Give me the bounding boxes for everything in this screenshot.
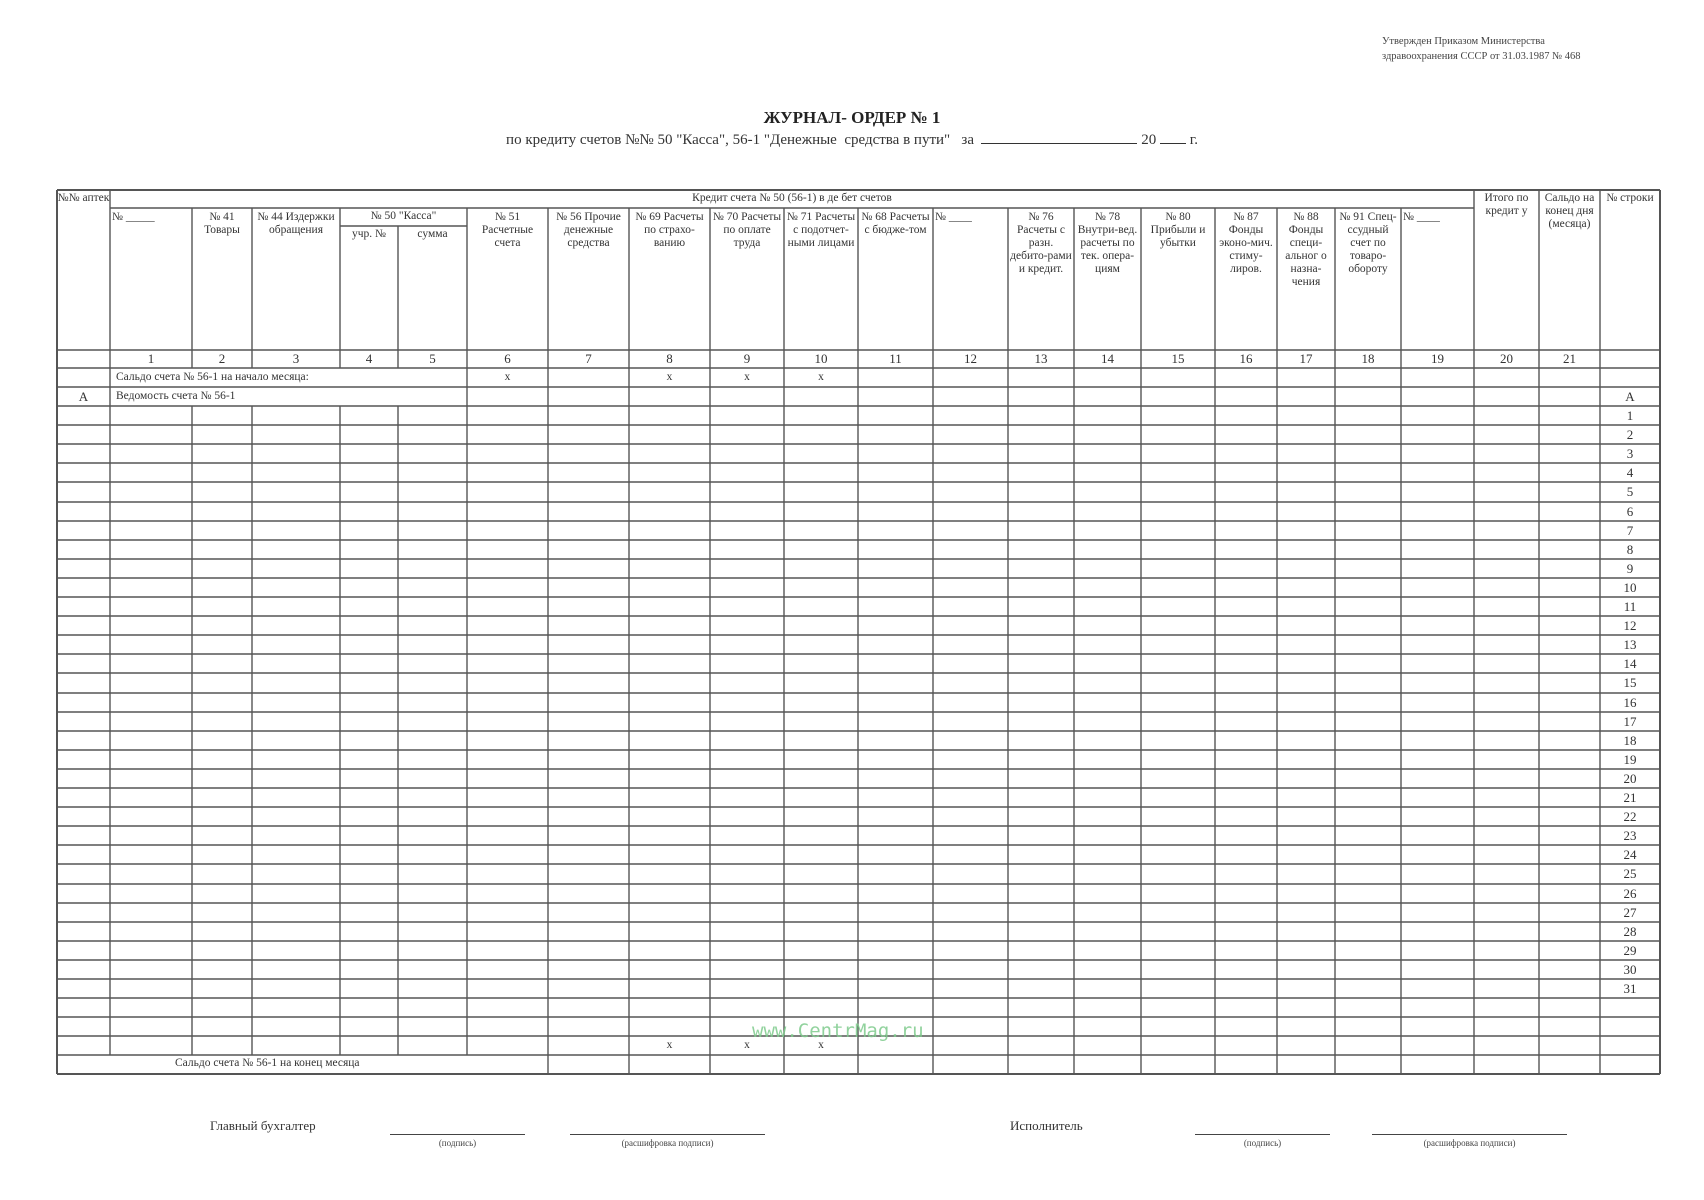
column-header: № 78 Внутри-вед. расчеты по тек. опера-циям — [1077, 211, 1138, 275]
column-number: 1 — [147, 352, 155, 366]
row-number: 10 — [1623, 581, 1637, 595]
column-number: 16 — [1239, 352, 1253, 366]
column-number: 2 — [218, 352, 226, 366]
header-credit-group: Кредит счета № 50 (56-1) в де бет счетов — [692, 192, 892, 204]
column-number: 19 — [1431, 352, 1444, 366]
column-number: 8 — [666, 352, 673, 366]
row-number: 7 — [1626, 524, 1634, 538]
x-mark: x — [666, 371, 673, 383]
row-number: 2 — [1626, 428, 1634, 442]
statement-label: Ведомость счета № 56-1 — [116, 390, 236, 402]
column-header: № 76 Расчеты с разн. дебито-рами и кредит. — [1010, 211, 1072, 275]
column-header: № 87 Фонды эконо-мич. стиму-лиров. — [1219, 211, 1273, 275]
row-number: 21 — [1623, 791, 1637, 805]
opening-balance-label: Сальдо счета № 56-1 на начало месяца: — [116, 371, 309, 383]
header-apteka-number: №№ аптек — [57, 192, 110, 204]
closing-balance-label: Сальдо счета № 56-1 на конец месяца — [175, 1057, 360, 1069]
x-mark: x — [504, 371, 511, 383]
row-number: 9 — [1626, 562, 1634, 576]
signature-decode-caption: (расшифровка подписи) — [1423, 1138, 1516, 1148]
document-title: ЖУРНАЛ- ОРДЕР № 1 — [763, 108, 941, 127]
column-header: Итого по кредит у — [1484, 192, 1529, 217]
row-number: 19 — [1623, 753, 1637, 767]
signature-line[interactable] — [1195, 1134, 1330, 1135]
column-header: № 41 Товары — [204, 211, 240, 236]
row-number: A — [1625, 390, 1635, 404]
row-number: 29 — [1623, 944, 1637, 958]
x-mark: x — [744, 371, 750, 383]
column-number: 12 — [964, 352, 977, 366]
column-number: 11 — [889, 352, 902, 366]
row-number: 15 — [1623, 676, 1637, 690]
year-suffix: г. — [1189, 132, 1198, 148]
row-number: 22 — [1623, 810, 1637, 824]
column-number: 15 — [1171, 352, 1185, 366]
column-number: 4 — [365, 352, 373, 366]
row-number: 12 — [1623, 619, 1637, 633]
column-header: № 80 Прибыли и убытки — [1150, 211, 1206, 249]
row-number: 23 — [1623, 829, 1637, 843]
column-header: № 68 Расчеты с бюдже-том — [861, 211, 930, 236]
row-number: 6 — [1626, 505, 1634, 519]
row-number: 5 — [1626, 485, 1634, 499]
column-header: Сальдо на конец дня (месяца) — [1544, 192, 1595, 230]
approval-line-2: здравоохранения СССР от 31.03.1987 № 468 — [1382, 51, 1581, 62]
column-header: № 71 Расчеты с подотчет-ными лицами — [786, 211, 856, 249]
column-number: 14 — [1101, 352, 1114, 366]
row-number: 3 — [1626, 447, 1634, 461]
column-number: 10 — [814, 352, 828, 366]
x-mark: x — [744, 1039, 750, 1051]
row-number: 27 — [1623, 906, 1637, 920]
row-number: 24 — [1623, 848, 1637, 862]
watermark: www.CentrMag.ru — [752, 1020, 924, 1042]
row-number: 4 — [1626, 466, 1634, 480]
signature-decode-line[interactable] — [570, 1134, 765, 1135]
year-prefix: 20 — [1141, 132, 1157, 148]
row-number: 11 — [1623, 600, 1637, 614]
signature-caption: (подпись) — [438, 1138, 477, 1148]
column-number: 18 — [1361, 352, 1375, 366]
column-header: № 51 Расчетные счета — [481, 211, 534, 249]
column-number: 9 — [743, 352, 751, 366]
column-number: 21 — [1563, 352, 1576, 366]
row-number: 1 — [1626, 409, 1634, 423]
row-number: 16 — [1623, 696, 1637, 710]
column-number: 3 — [292, 352, 300, 366]
x-mark: x — [666, 1039, 673, 1051]
column-header: № 91 Спец-ссудный счет по товаро-обороту — [1339, 211, 1397, 275]
approval-line-1: Утвержден Приказом Министерства — [1382, 36, 1545, 47]
column-header: № 69 Расчеты по страхо-ванию — [635, 211, 704, 249]
row-number: 17 — [1623, 715, 1637, 729]
row-number: 13 — [1623, 638, 1637, 652]
column-number: 13 — [1034, 352, 1048, 366]
signature-decode-caption: (расшифровка подписи) — [621, 1138, 714, 1148]
signature-role: Исполнитель — [1010, 1118, 1083, 1133]
row-number: 14 — [1623, 657, 1637, 671]
column-number: 6 — [504, 352, 511, 366]
column-number: 7 — [585, 352, 592, 366]
column-header: № 70 Расчеты по оплате труда — [712, 211, 782, 249]
column-number: 5 — [429, 352, 436, 366]
row-number: 28 — [1623, 925, 1637, 939]
row-number: 20 — [1623, 772, 1637, 786]
column-number: 20 — [1500, 352, 1513, 366]
column-header: сумма — [417, 228, 448, 240]
row-number: 8 — [1626, 543, 1634, 557]
signature-role: Главный бухгалтер — [210, 1118, 316, 1133]
column-header: № ____ — [1403, 211, 1440, 223]
row-number: 30 — [1623, 963, 1637, 977]
x-mark: x — [818, 1039, 824, 1051]
column-header: № 88 Фонды специ-альног о назна-чения — [1285, 211, 1327, 288]
x-mark: x — [818, 371, 824, 383]
row-number: 31 — [1623, 982, 1637, 996]
statement-letter: A — [78, 390, 89, 404]
signature-decode-line[interactable] — [1372, 1134, 1567, 1135]
subtitle-text: по кредиту счетов №№ 50 "Касса", 56-1 "Денежные средства в пути" за — [506, 132, 974, 148]
column-header: № ____ — [935, 211, 972, 223]
row-number: 25 — [1623, 867, 1637, 881]
header-kassa-group: № 50 "Касса" — [370, 210, 437, 222]
signature-caption: (подпись) — [1243, 1138, 1282, 1148]
row-number: 18 — [1623, 734, 1637, 748]
column-header: № _____ — [112, 211, 155, 223]
column-header: № 44 Издержки обращения — [257, 211, 335, 236]
column-header: № строки — [1606, 192, 1654, 204]
signature-line[interactable] — [390, 1134, 525, 1135]
column-header: учр. № — [351, 228, 386, 240]
row-number: 26 — [1623, 887, 1637, 901]
column-header: № 56 Прочие денежные средства — [556, 211, 621, 249]
column-number: 17 — [1299, 352, 1313, 366]
